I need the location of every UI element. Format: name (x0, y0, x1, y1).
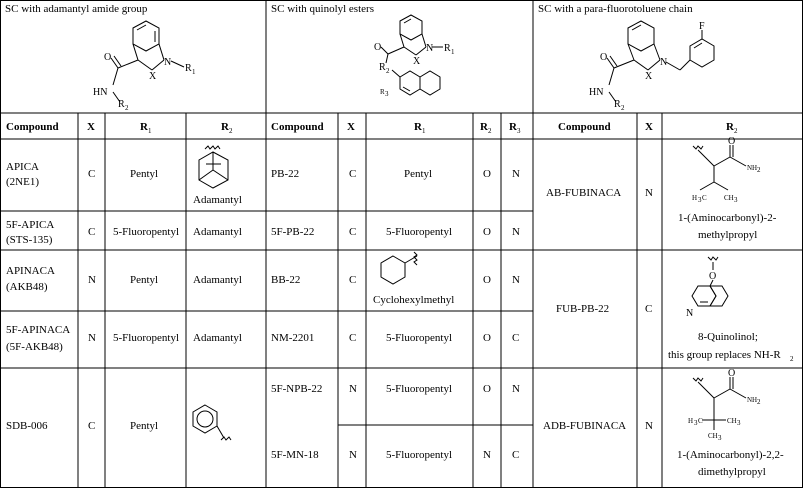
svg-text:Cyclohexylmethyl: Cyclohexylmethyl (373, 294, 455, 306)
svg-text:O: O (728, 136, 736, 147)
svg-text:3: 3 (698, 196, 702, 204)
svg-text:(AKB48): (AKB48) (6, 281, 48, 293)
svg-text:3: 3 (718, 434, 722, 442)
svg-text:Adamantyl: Adamantyl (193, 226, 242, 238)
svg-text:O: O (483, 383, 491, 395)
svg-text:Adamantyl: Adamantyl (193, 332, 242, 344)
svg-text:3: 3 (734, 196, 738, 204)
svg-text:N: N (512, 168, 520, 180)
svg-text:N: N (88, 274, 96, 286)
svg-text:CH: CH (724, 194, 734, 202)
svg-text:(STS-135): (STS-135) (6, 234, 53, 246)
svg-text:N: N (512, 226, 520, 238)
svg-text:AB-FUBINACA: AB-FUBINACA (546, 187, 622, 199)
scaffold-fluorotoluene (589, 21, 714, 112)
svg-text:ADB-FUBINACA: ADB-FUBINACA (543, 420, 627, 432)
svg-text:APICA: APICA (6, 161, 40, 173)
svg-text:X: X (413, 56, 421, 67)
svg-text:C: C (88, 226, 96, 238)
svg-text:C: C (349, 274, 357, 286)
svg-text:C: C (88, 168, 96, 180)
adamantyl-structure (199, 146, 228, 188)
scaffold-quinolyl-ester (374, 15, 455, 98)
cyclohexylmethyl-structure (381, 252, 417, 284)
col-header-r3: R (509, 121, 517, 133)
col-header-r2: R (726, 121, 734, 133)
svg-text:1: 1 (192, 68, 196, 76)
col-header-r2: R (221, 121, 229, 133)
svg-text:N: N (426, 43, 434, 54)
svg-text:N: N (686, 308, 694, 319)
svg-text:1: 1 (148, 127, 152, 135)
section-title-fluorotoluene: SC with a para-fluorotoluene chain (538, 3, 693, 15)
svg-text:O: O (600, 52, 608, 63)
svg-text:5-Fluoropentyl: 5-Fluoropentyl (113, 226, 179, 238)
svg-text:APINACA: APINACA (6, 265, 55, 277)
svg-text:X: X (645, 71, 653, 82)
table-header-left (6, 121, 233, 135)
col-header-r1: R (140, 121, 148, 133)
table-header-mid (271, 121, 521, 135)
svg-text:N: N (512, 274, 520, 286)
svg-text:O: O (709, 271, 717, 282)
aminocarbonyl-methylpropyl-structure (692, 136, 761, 204)
svg-text:2: 2 (125, 104, 129, 112)
svg-text:8-Quinolinol;: 8-Quinolinol; (698, 331, 758, 343)
table-row (6, 405, 231, 440)
svg-text:5F-NPB-22: 5F-NPB-22 (271, 383, 323, 395)
svg-text:PB-22: PB-22 (271, 168, 300, 180)
benzyl-structure (193, 405, 231, 440)
svg-text:R: R (380, 88, 385, 96)
svg-text:N: N (512, 383, 520, 395)
svg-text:2: 2 (757, 398, 761, 406)
svg-text:O: O (728, 368, 736, 379)
svg-text:N: N (164, 57, 172, 68)
svg-text:2: 2 (790, 355, 794, 363)
svg-text:C: C (349, 168, 357, 180)
svg-text:O: O (374, 42, 382, 53)
svg-text:N: N (660, 57, 668, 68)
col-header-compound: Compound (271, 121, 324, 133)
svg-text:5F-APICA: 5F-APICA (6, 219, 55, 231)
svg-text:3: 3 (737, 419, 741, 427)
svg-text:Pentyl: Pentyl (130, 420, 159, 432)
svg-text:C: C (512, 449, 520, 461)
table-row (271, 332, 519, 344)
svg-text:Adamantyl: Adamantyl (193, 274, 242, 286)
section-title-adamantyl: SC with adamantyl amide group (5, 3, 148, 15)
svg-text:2: 2 (488, 127, 492, 135)
svg-text:C: C (702, 194, 707, 202)
svg-text:NH: NH (747, 396, 758, 404)
table-row (556, 257, 794, 363)
svg-text:5-Fluoropentyl: 5-Fluoropentyl (386, 383, 452, 395)
svg-text:Pentyl: Pentyl (130, 274, 159, 286)
svg-text:N: N (349, 449, 357, 461)
svg-text:N: N (88, 332, 96, 344)
svg-text:H: H (688, 417, 694, 425)
svg-text:HN: HN (93, 87, 108, 98)
table-row (271, 252, 520, 306)
svg-text:X: X (149, 71, 157, 82)
svg-text:1: 1 (422, 127, 426, 135)
svg-text:Pentyl: Pentyl (130, 168, 159, 180)
col-header-x: X (645, 121, 653, 133)
svg-text:N: N (645, 420, 653, 432)
svg-text:C: C (512, 332, 520, 344)
table-row (6, 146, 242, 206)
svg-text:C: C (88, 420, 96, 432)
table-row (543, 368, 784, 478)
svg-text:FUB-PB-22: FUB-PB-22 (556, 303, 610, 315)
svg-text:HN: HN (589, 87, 604, 98)
table-row (271, 383, 520, 395)
svg-text:H: H (692, 194, 698, 202)
svg-text:this group replaces NH-R: this group replaces NH-R (668, 349, 781, 361)
svg-text:NH: NH (747, 164, 758, 172)
svg-text:5-Fluoropentyl: 5-Fluoropentyl (386, 449, 452, 461)
svg-text:2: 2 (386, 67, 390, 75)
svg-text:N: N (645, 187, 653, 199)
col-header-x: X (347, 121, 355, 133)
svg-text:R: R (379, 62, 386, 73)
col-header-compound: Compound (558, 121, 611, 133)
table-row (271, 226, 520, 238)
svg-text:2: 2 (621, 104, 625, 112)
svg-text:R: R (444, 43, 451, 54)
col-header-x: X (87, 121, 95, 133)
svg-text:F: F (699, 21, 705, 32)
svg-text:R: R (614, 99, 621, 110)
svg-text:3: 3 (517, 127, 521, 135)
svg-text:2: 2 (757, 166, 761, 174)
svg-text:(5F-AKB48): (5F-AKB48) (6, 341, 63, 353)
svg-text:SDB-006: SDB-006 (6, 420, 48, 432)
table-header-right (558, 121, 738, 135)
col-header-r2: R (480, 121, 488, 133)
svg-text:O: O (104, 52, 112, 63)
col-header-compound: Compound (6, 121, 59, 133)
svg-text:C: C (349, 226, 357, 238)
svg-text:O: O (483, 168, 491, 180)
section-title-quinolyl: SC with quinolyl esters (271, 3, 374, 15)
svg-text:C: C (349, 332, 357, 344)
svg-text:CH: CH (708, 432, 718, 440)
svg-text:dimethylpropyl: dimethylpropyl (698, 466, 766, 478)
svg-text:O: O (483, 332, 491, 344)
svg-text:(2NE1): (2NE1) (6, 176, 39, 188)
aminocarbonyl-dimethylpropyl-structure (688, 368, 761, 442)
svg-text:methylpropyl: methylpropyl (698, 229, 758, 241)
svg-text:5-Fluoropentyl: 5-Fluoropentyl (386, 226, 452, 238)
svg-text:R: R (118, 99, 125, 110)
svg-text:1-(Aminocarbonyl)-2-: 1-(Aminocarbonyl)-2- (678, 212, 777, 224)
svg-text:1: 1 (451, 48, 455, 56)
scaffold-adamantyl-amide (93, 21, 196, 112)
svg-text:3: 3 (385, 90, 389, 98)
svg-text:O: O (483, 226, 491, 238)
svg-text:Pentyl: Pentyl (404, 168, 433, 180)
svg-text:CH: CH (727, 417, 737, 425)
svg-text:5F-MN-18: 5F-MN-18 (271, 449, 319, 461)
svg-text:R: R (185, 63, 192, 74)
quinolinol-structure (686, 257, 728, 319)
svg-text:C: C (698, 417, 703, 425)
svg-text:3: 3 (694, 419, 698, 427)
svg-text:1-(Aminocarbonyl)-2,2-: 1-(Aminocarbonyl)-2,2- (677, 449, 784, 461)
svg-text:Adamantyl: Adamantyl (193, 194, 242, 206)
svg-text:5F-APINACA: 5F-APINACA (6, 324, 71, 336)
svg-text:5-Fluoropentyl: 5-Fluoropentyl (386, 332, 452, 344)
table-row (6, 219, 242, 246)
col-header-r1: R (414, 121, 422, 133)
table-row (546, 136, 777, 241)
svg-text:5-Fluoropentyl: 5-Fluoropentyl (113, 332, 179, 344)
svg-text:2: 2 (734, 127, 738, 135)
table-row (271, 449, 519, 461)
svg-text:5F-PB-22: 5F-PB-22 (271, 226, 315, 238)
svg-text:O: O (483, 274, 491, 286)
svg-text:NM-2201: NM-2201 (271, 332, 315, 344)
svg-text:BB-22: BB-22 (271, 274, 301, 286)
svg-text:N: N (349, 383, 357, 395)
svg-text:N: N (483, 449, 491, 461)
table-row (6, 265, 242, 293)
svg-text:C: C (645, 303, 653, 315)
svg-text:2: 2 (229, 127, 233, 135)
table-row (6, 324, 242, 353)
table-row (271, 168, 520, 180)
